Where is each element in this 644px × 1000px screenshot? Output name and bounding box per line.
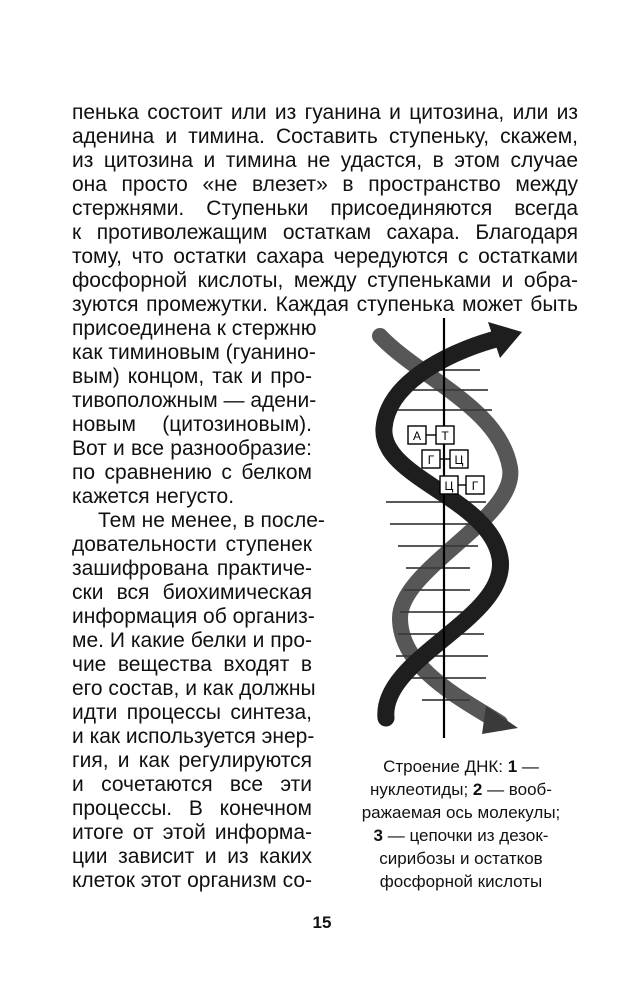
text-line: к противолежащим остаткам сахара. Благодаря	[72, 221, 578, 244]
caption-line	[330, 778, 592, 801]
text-line: клеток этот организм со-	[72, 869, 312, 892]
dna-figure	[360, 318, 540, 738]
nucleotide-label: Ц	[444, 479, 454, 493]
text-line: Тем не менее, в после-	[98, 509, 325, 532]
caption-text: Строение ДНК:	[383, 757, 508, 776]
caption-text: нуклеотиды;	[370, 780, 473, 799]
caption-number: 2	[472, 780, 483, 799]
text-line: чие вещества входят в	[72, 653, 312, 676]
caption-text: — вооб-	[482, 780, 552, 799]
text-line: зашифрована практиче-	[72, 557, 312, 580]
text-line: информация об организ-	[72, 605, 315, 628]
text-line: Вот и все разнообразие:	[72, 437, 312, 460]
text-line: и как используется энер-	[72, 725, 315, 748]
text-line: пенька состоит или из гуанина и цитозина, или из	[72, 101, 578, 124]
text-line: кажется негусто.	[72, 485, 235, 508]
strand-front	[384, 338, 501, 718]
text-line: ции зависит и из каких	[72, 845, 312, 868]
text-line: стержнями. Ступеньки присоединяются всегда	[72, 197, 578, 220]
arrow-bottom-icon	[482, 706, 518, 734]
text-line: процессы. В конечном	[72, 797, 312, 820]
text-line: ме. И какие белки и про-	[72, 629, 312, 652]
caption-line: ражаемая ось молекулы;	[361, 803, 561, 822]
text-line: аденина и тимина. Составить ступеньку, скажем,	[72, 125, 578, 148]
caption-text: — цепочки из дезок-	[383, 826, 549, 845]
text-line: присоединена к стержню	[72, 317, 317, 340]
page-number: 15	[312, 913, 332, 932]
nucleotide-label: Т	[441, 429, 449, 443]
text-line: фосфорной кислоты, между ступеньками и обра-	[72, 269, 578, 292]
text-line: его состав, и как должны	[72, 677, 316, 700]
nucleotide-label: Ц	[454, 453, 464, 467]
caption-number: 3	[373, 826, 384, 845]
caption-line	[330, 824, 592, 847]
text-line: тому, что остатки сахара чередуются с остатками	[72, 245, 578, 268]
text-line: вым) концом, так и про-	[72, 365, 312, 388]
text-line: гия, и как регулируются	[72, 749, 312, 772]
text-line: итоге от этой информа-	[72, 821, 312, 844]
text-line: по сравнению с белком	[72, 461, 312, 484]
text-line: ски вся биохимическая	[72, 581, 312, 604]
text-line: новым (цитозиновым).	[72, 413, 312, 436]
text-line: довательности ступенек	[72, 533, 312, 556]
nucleotide-label: Г	[427, 453, 435, 467]
text-line: как тиминовым (гуанино-	[72, 341, 316, 364]
nucleotide-label: А	[412, 429, 422, 443]
caption-number: 1	[507, 757, 518, 776]
text-line: идти процессы синтеза,	[72, 701, 312, 724]
caption-line: фосфорной кислоты	[379, 872, 543, 891]
text-line: и сочетаются все эти	[72, 773, 312, 796]
nucleotide-label: Г	[471, 479, 479, 493]
caption-line: сирибозы и остатков	[379, 849, 543, 868]
text-line: тивоположным — адени-	[72, 389, 317, 412]
text-line: она просто «не влезет» в пространство между	[72, 173, 578, 196]
text-line: зуются промежутки. Каждая ступенька может быть	[72, 293, 578, 316]
caption-text: —	[517, 757, 539, 776]
caption-line	[330, 755, 592, 778]
text-line: из цитозина и тимина не удастся, в этом случае	[72, 149, 578, 172]
